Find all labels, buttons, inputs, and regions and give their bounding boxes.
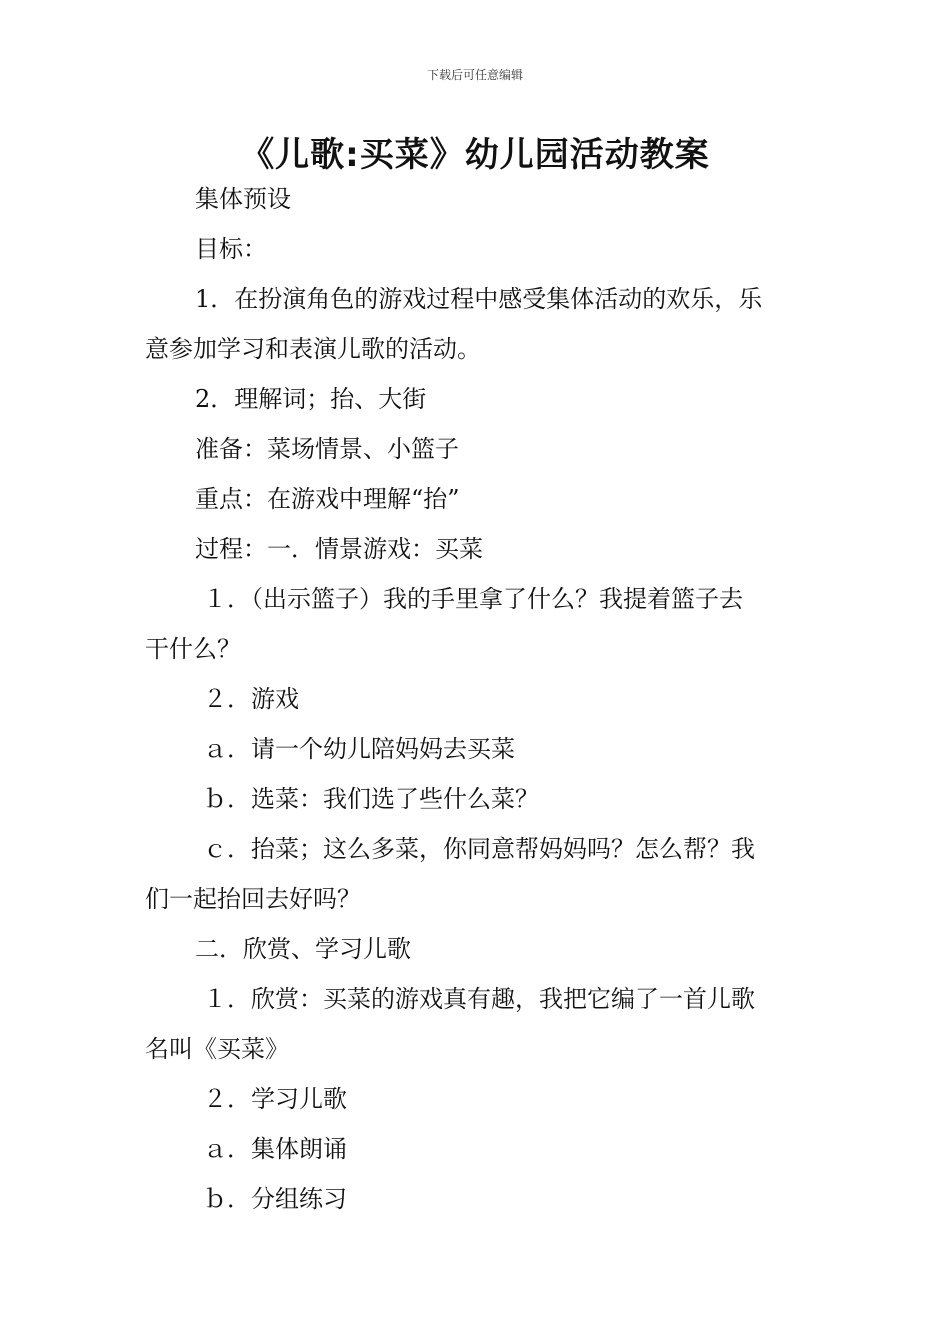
paragraph-step-2a: ａ．请一个幼儿陪妈妈去买菜: [203, 735, 515, 763]
paragraph-process-heading: 过程：一．情景游戏：买菜: [195, 535, 483, 563]
paragraph-part-2-step-2b: ｂ．分组练习: [203, 1185, 347, 1213]
paragraph-step-1-line-1: １．（出示篮子）我的手里拿了什么？我提着篮子去: [203, 585, 743, 613]
paragraph-section-label: 集体预设: [195, 185, 291, 213]
paragraph-part-2-step-1-line-1: １．欣赏：买菜的游戏真有趣，我把它编了一首儿歌: [203, 985, 755, 1013]
paragraph-step-2: ２．游戏: [203, 685, 299, 713]
header-note: 下载后可任意编辑: [426, 68, 523, 82]
paragraph-step-2b: ｂ．选菜：我们选了些什么菜？: [203, 785, 539, 813]
paragraph-part-2-heading: 二．欣赏、学习儿歌: [195, 935, 411, 963]
document-body: [145, 174, 810, 1224]
paragraph-goal-1-line-2: 意参加学习和表演儿歌的活动。: [145, 335, 481, 363]
paragraph-part-2-step-1-line-2: 名叫《买菜》: [145, 1035, 289, 1063]
paragraph-step-1-line-2: 干什么？: [145, 635, 241, 663]
paragraph-goals-heading: 目标：: [195, 235, 267, 263]
paragraph-step-2c-line-1: ｃ．抬菜；这么多菜，你同意帮妈妈吗？怎么帮？我: [203, 835, 755, 863]
paragraph-goal-1-line-1: 1．在扮演角色的游戏过程中感受集体活动的欢乐，乐: [195, 285, 763, 313]
paragraph-part-2-step-2: ２．学习儿歌: [203, 1085, 347, 1113]
paragraph-preparation: 准备：菜场情景、小篮子: [195, 435, 459, 463]
document-title: 《儿歌:买菜》幼儿园活动教案: [240, 135, 710, 175]
paragraph-goal-2: 2．理解词；抬、大街: [195, 385, 427, 413]
paragraph-step-2c-line-2: 们一起抬回去好吗？: [145, 885, 361, 913]
paragraph-part-2-step-2a: ａ．集体朗诵: [203, 1135, 347, 1163]
paragraph-key-point: 重点：在游戏中理解“抬”: [195, 485, 460, 513]
